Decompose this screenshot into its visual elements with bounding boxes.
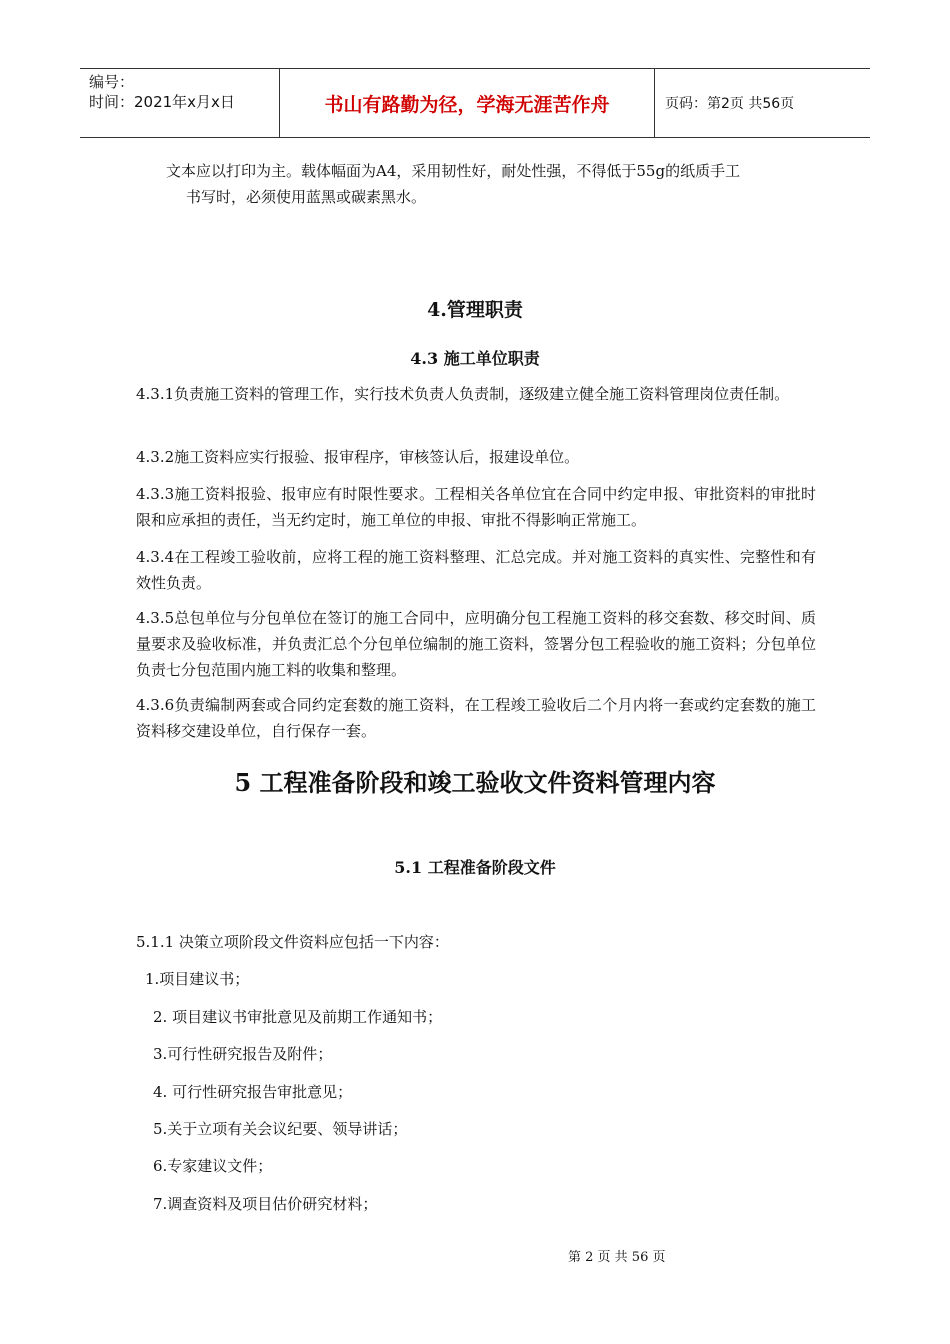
page-header — [80, 68, 870, 138]
section-5-title: 5 工程准备阶段和竣工验收文件资料管理内容 — [234, 768, 716, 797]
document-code-label: 编号： — [89, 73, 135, 91]
paragraph-4-3-6: 4.3.6负责编制两套或合同约定套数的施工资料，在工程竣工验收后二个月内将一套或约定套数的施工资料移交建设单位，自行保存一套。 — [136, 696, 816, 740]
document-date: 时间：2021年x月x日 — [89, 93, 235, 111]
list-item: 1.项目建议书； — [145, 970, 250, 988]
list-item: 2. 项目建议书审批意见及前期工作通知书； — [153, 1008, 443, 1026]
paragraph-4-3-2: 4.3.2施工资料应实行报验、报审程序，审核签认后，报建设单位。 — [136, 448, 580, 466]
intro-line-1: 文本应以打印为主。载体幅面为A4，采用韧性好，耐处性强，不得低于55g的纸质手工 — [166, 162, 741, 180]
paragraph-4-3-4: 4.3.4在工程竣工验收前，应将工程的施工资料整理、汇总完成。并对施工资料的真实性、完整性和有效性负责。 — [136, 548, 816, 592]
section-4-3-subtitle: 4.3 施工单位职责 — [410, 349, 540, 368]
paragraph-4-3-1: 4.3.1负责施工资料的管理工作，实行技术负责人负责制，逐级建立健全施工资料管理岗位责任制。 — [136, 385, 790, 403]
list-item: 4. 可行性研究报告审批意见； — [153, 1083, 353, 1101]
page-footer: 第 2 页 共 56 页 — [568, 1250, 666, 1265]
paragraph-5-1-1: 5.1.1 决策立项阶段文件资料应包括一下内容： — [136, 933, 449, 951]
list-item: 7.调查资料及项目估价研究材料； — [153, 1195, 378, 1213]
header-motto: 书山有路勤为径，学海无涯苦作舟 — [280, 69, 655, 137]
intro-line-2: 书写时，必须使用蓝黑或碳素黑水。 — [186, 188, 427, 206]
paragraph-4-3-3: 4.3.3施工资料报验、报审应有时限性要求。工程相关各单位宜在合同中约定申报、审批资料的审批时限和应承担的责任，当无约定时，施工单位的申报、审批不得影响正常施工。 — [136, 485, 816, 529]
list-item: 5.关于立项有关会议纪要、领导讲话； — [153, 1120, 408, 1138]
list-item: 3.可行性研究报告及附件； — [153, 1045, 333, 1063]
header-meta — [80, 69, 280, 137]
paragraph-4-3-5: 4.3.5总包单位与分包单位在签订的施工合同中，应明确分包工程施工资料的移交套数、移交时间、质量要求及验收标准，并负责汇总个分包单位编制的施工资料，签署分包工程验收的施工资料；分包单位负责七分包范围内施工料的收集和整理。 — [136, 609, 816, 679]
header-page-info: 页码：第2页 共56页 — [665, 96, 795, 112]
section-5-1-subtitle: 5.1 工程准备阶段文件 — [394, 858, 556, 877]
section-4-title: 4.管理职责 — [427, 299, 523, 321]
list-item: 6.专家建议文件； — [153, 1157, 273, 1175]
